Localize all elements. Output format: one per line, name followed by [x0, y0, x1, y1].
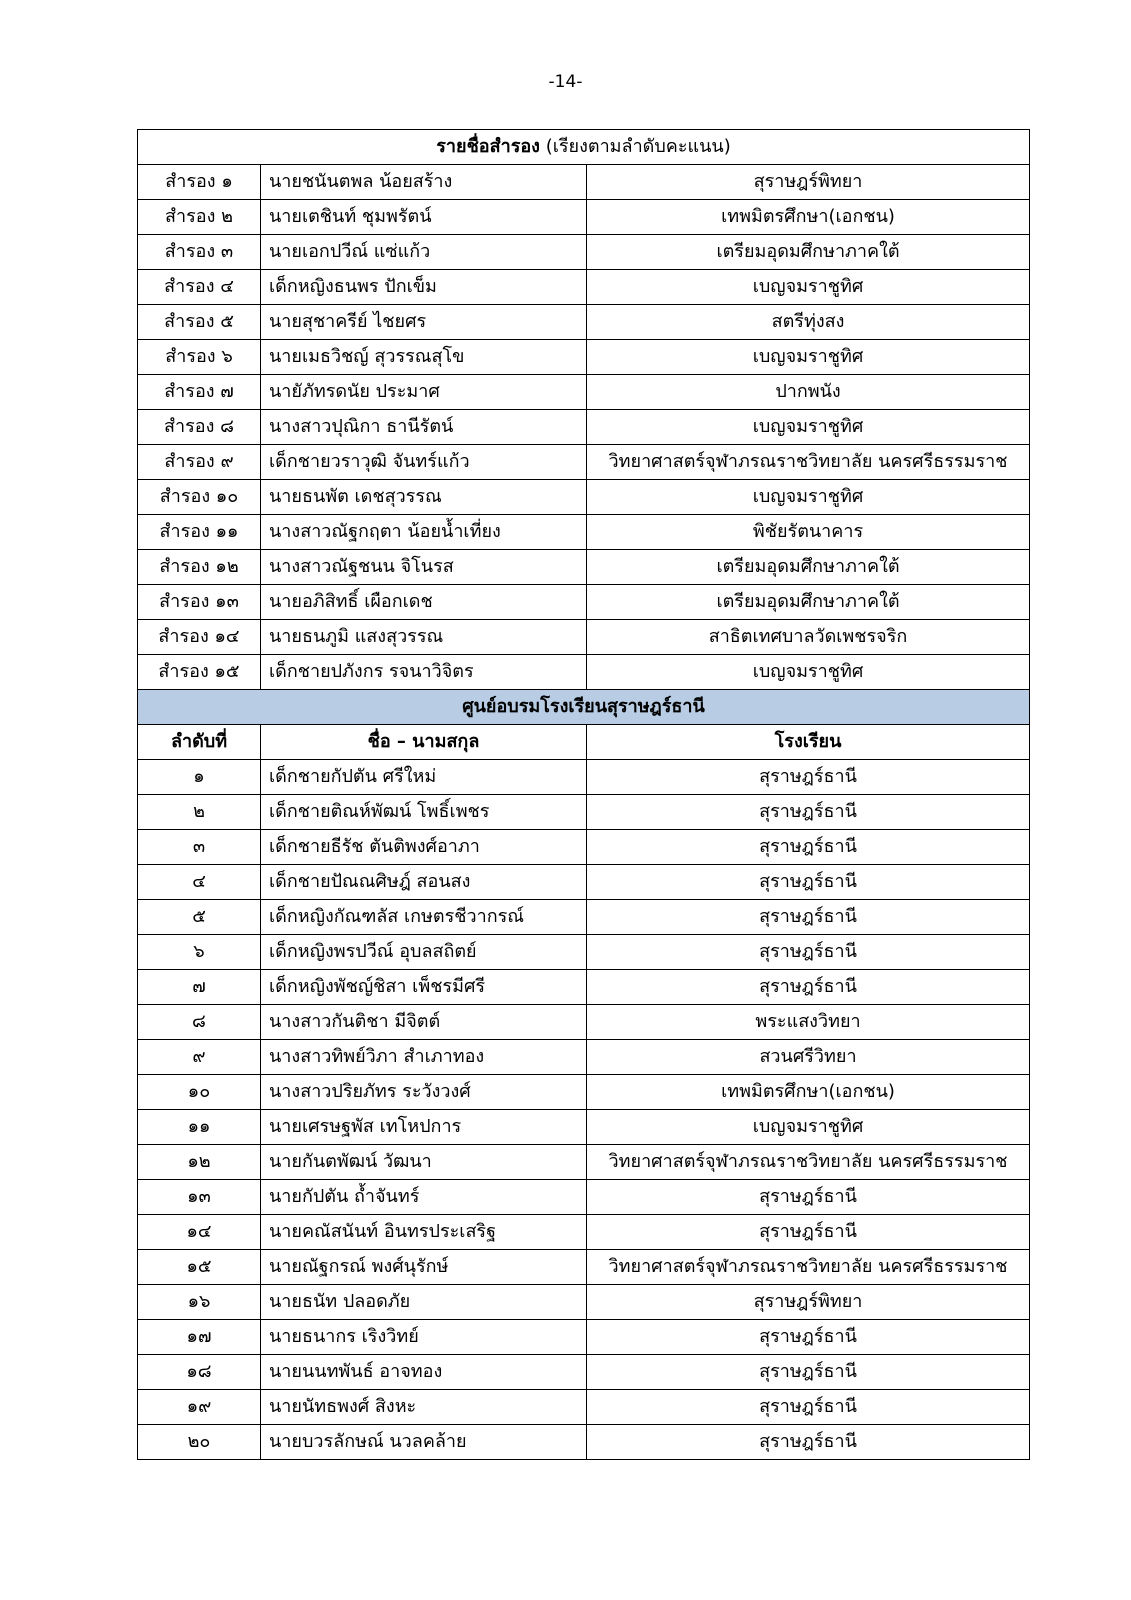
- row-name-cell: เด็กหญิงกัณฑลัส เกษตรชีวากรณ์: [261, 900, 587, 935]
- row-name-cell: นางสาวกันติชา มีจิตต์: [261, 1005, 587, 1040]
- table-row: [138, 830, 1030, 865]
- row-name-cell: เด็กชายติณห์พัฒน์ โพธิ์เพชร: [261, 795, 587, 830]
- row-school-cell: สุราษฎร์ธานี: [587, 1320, 1030, 1355]
- reserve-label-cell: สำรอง ๑: [138, 165, 261, 200]
- reserve-name-cell: นายเตชินท์ ชุมพรัตน์: [261, 200, 587, 235]
- table-row: [138, 865, 1030, 900]
- row-name-cell: เด็กชายกัปตัน ศรีใหม่: [261, 760, 587, 795]
- table-row: [138, 795, 1030, 830]
- reserve-name-cell: นางสาวณัฐชนน จิโนรส: [261, 550, 587, 585]
- row-number-cell: ๗: [138, 970, 261, 1005]
- table-row: [138, 1250, 1030, 1285]
- reserve-label-cell: สำรอง ๖: [138, 340, 261, 375]
- row-name-cell: นายกัปตัน ถ้ำจันทร์: [261, 1180, 587, 1215]
- reserve-school-cell: เตรียมอุดมศึกษาภาคใต้: [587, 550, 1030, 585]
- row-number-cell: ๑๔: [138, 1215, 261, 1250]
- reserve-label-cell: สำรอง ๗: [138, 375, 261, 410]
- row-name-cell: นายบวรลักษณ์ นวลคล้าย: [261, 1425, 587, 1460]
- table-row: [138, 1040, 1030, 1075]
- table-row: [138, 935, 1030, 970]
- reserve-label-cell: สำรอง ๑๓: [138, 585, 261, 620]
- table-row: [138, 1320, 1030, 1355]
- table-row: [138, 1005, 1030, 1040]
- row-number-cell: ๑: [138, 760, 261, 795]
- reserve-row: [138, 235, 1030, 270]
- reserve-row: [138, 270, 1030, 305]
- row-number-cell: ๑๐: [138, 1075, 261, 1110]
- table-row: [138, 970, 1030, 1005]
- row-school-cell: สุราษฎร์ธานี: [587, 900, 1030, 935]
- page-number: -14-: [548, 72, 583, 92]
- row-school-cell: เบญจมราชูทิศ: [587, 1110, 1030, 1145]
- reserve-label-cell: สำรอง ๑๒: [138, 550, 261, 585]
- row-name-cell: นายณัฐกรณ์ พงศ์นุรักษ์: [261, 1250, 587, 1285]
- reserve-row: [138, 550, 1030, 585]
- center-section-title: ศูนย์อบรมโรงเรียนสุราษฎร์ธานี: [138, 690, 1030, 725]
- reserve-name-cell: เด็กชายปภังกร รจนาวิจิตร: [261, 655, 587, 690]
- row-school-cell: สุราษฎร์พิทยา: [587, 1285, 1030, 1320]
- reserve-name-cell: นายเมธวิชญ์ สุวรรณสุโข: [261, 340, 587, 375]
- row-number-cell: ๑๖: [138, 1285, 261, 1320]
- reserve-name-cell: นายเอกปวีณ์ แซ่แก้ว: [261, 235, 587, 270]
- reserve-row: [138, 410, 1030, 445]
- row-name-cell: นางสาวทิพย์วิภา สำเภาทอง: [261, 1040, 587, 1075]
- row-name-cell: นายคณัสนันท์ อินทรประเสริฐ: [261, 1215, 587, 1250]
- table-row: [138, 1425, 1030, 1460]
- row-school-cell: สุราษฎร์ธานี: [587, 1390, 1030, 1425]
- reserve-title-row: [138, 130, 1030, 165]
- reserve-label-cell: สำรอง ๘: [138, 410, 261, 445]
- row-name-cell: นายกันตพัฒน์ วัฒนา: [261, 1145, 587, 1180]
- reserve-school-cell: เตรียมอุดมศึกษาภาคใต้: [587, 235, 1030, 270]
- row-school-cell: สวนศรีวิทยา: [587, 1040, 1030, 1075]
- reserve-label-cell: สำรอง ๑๑: [138, 515, 261, 550]
- row-name-cell: นายนนทพันธ์ อาจทอง: [261, 1355, 587, 1390]
- row-name-cell: เด็กชายปัณณศิษฎ์ สอนสง: [261, 865, 587, 900]
- results-table-body: [138, 130, 1030, 1460]
- reserve-title-note: (เรียงตามลำดับคะแนน): [545, 136, 731, 157]
- reserve-school-cell: เบญจมราชูทิศ: [587, 340, 1030, 375]
- row-school-cell: วิทยาศาสตร์จุฬาภรณราชวิทยาลัย นครศรีธรรมราช: [587, 1250, 1030, 1285]
- row-school-cell: สุราษฎร์ธานี: [587, 760, 1030, 795]
- reserve-school-cell: เบญจมราชูทิศ: [587, 270, 1030, 305]
- row-school-cell: สุราษฎร์ธานี: [587, 795, 1030, 830]
- reserve-school-cell: เบญจมราชูทิศ: [587, 480, 1030, 515]
- reserve-row: [138, 585, 1030, 620]
- reserve-row: [138, 375, 1030, 410]
- row-school-cell: สุราษฎร์ธานี: [587, 1425, 1030, 1460]
- reserve-row: [138, 515, 1030, 550]
- row-school-cell: สุราษฎร์ธานี: [587, 935, 1030, 970]
- center-section-row: [138, 690, 1030, 725]
- reserve-name-cell: นางสาวณัฐกฤตา น้อยน้ำเที่ยง: [261, 515, 587, 550]
- reserve-label-cell: สำรอง ๒: [138, 200, 261, 235]
- row-number-cell: ๙: [138, 1040, 261, 1075]
- row-number-cell: ๑๒: [138, 1145, 261, 1180]
- table-row: [138, 1285, 1030, 1320]
- table-row: [138, 1180, 1030, 1215]
- reserve-school-cell: สตรีทุ่งสง: [587, 305, 1030, 340]
- row-number-cell: ๘: [138, 1005, 261, 1040]
- row-school-cell: สุราษฎร์ธานี: [587, 970, 1030, 1005]
- row-school-cell: สุราษฎร์ธานี: [587, 830, 1030, 865]
- row-school-cell: พระแสงวิทยา: [587, 1005, 1030, 1040]
- reserve-name-cell: นางสาวปุณิกา ธานีรัตน์: [261, 410, 587, 445]
- reserve-label-cell: สำรอง ๑๐: [138, 480, 261, 515]
- row-school-cell: สุราษฎร์ธานี: [587, 1355, 1030, 1390]
- reserve-school-cell: ปากพนัง: [587, 375, 1030, 410]
- row-number-cell: ๖: [138, 935, 261, 970]
- row-school-cell: สุราษฎร์ธานี: [587, 1215, 1030, 1250]
- row-school-cell: วิทยาศาสตร์จุฬาภรณราชวิทยาลัย นครศรีธรรมราช: [587, 1145, 1030, 1180]
- table-row: [138, 900, 1030, 935]
- reserve-name-cell: เด็กหญิงธนพร ปักเข็ม: [261, 270, 587, 305]
- reserve-name-cell: นายอภิสิทธิ์ เผือกเดช: [261, 585, 587, 620]
- reserve-row: [138, 445, 1030, 480]
- row-name-cell: นายธนากร เริงวิทย์: [261, 1320, 587, 1355]
- reserve-label-cell: สำรอง ๑๕: [138, 655, 261, 690]
- row-number-cell: ๓: [138, 830, 261, 865]
- reserve-row: [138, 480, 1030, 515]
- table-row: [138, 1355, 1030, 1390]
- row-name-cell: เด็กหญิงพัชญ์ชิสา เพ็ชรมีศรี: [261, 970, 587, 1005]
- reserve-name-cell: นายชนันตพล น้อยสร้าง: [261, 165, 587, 200]
- row-school-cell: สุราษฎร์ธานี: [587, 1180, 1030, 1215]
- reserve-school-cell: สุราษฎร์พิทยา: [587, 165, 1030, 200]
- row-number-cell: ๑๑: [138, 1110, 261, 1145]
- table-row: [138, 1075, 1030, 1110]
- table-row: [138, 1110, 1030, 1145]
- reserve-name-cell: นายธนพัต เดชสุวรรณ: [261, 480, 587, 515]
- reserve-name-cell: นายสุชาครีย์ ไชยศร: [261, 305, 587, 340]
- row-name-cell: นายเศรษฐพัส เทโหปการ: [261, 1110, 587, 1145]
- row-name-cell: เด็กหญิงพรปวีณ์ อุบลสถิตย์: [261, 935, 587, 970]
- header-no: ลำดับที่: [138, 725, 261, 760]
- reserve-school-cell: เทพมิตรศึกษา(เอกชน): [587, 200, 1030, 235]
- reserve-row: [138, 305, 1030, 340]
- reserve-label-cell: สำรอง ๑๔: [138, 620, 261, 655]
- reserve-row: [138, 340, 1030, 375]
- row-name-cell: นายนัทธพงศ์ สิงหะ: [261, 1390, 587, 1425]
- row-number-cell: ๑๓: [138, 1180, 261, 1215]
- reserve-row: [138, 165, 1030, 200]
- column-header-row: [138, 725, 1030, 760]
- reserve-school-cell: เบญจมราชูทิศ: [587, 655, 1030, 690]
- header-school: โรงเรียน: [587, 725, 1030, 760]
- row-name-cell: เด็กชายธีรัช ตันติพงศ์อาภา: [261, 830, 587, 865]
- results-table: [137, 129, 1030, 1460]
- row-number-cell: ๑๙: [138, 1390, 261, 1425]
- row-number-cell: ๑๕: [138, 1250, 261, 1285]
- reserve-school-cell: วิทยาศาสตร์จุฬาภรณราชวิทยาลัย นครศรีธรรมราช: [587, 445, 1030, 480]
- reserve-label-cell: สำรอง ๙: [138, 445, 261, 480]
- reserve-school-cell: เบญจมราชูทิศ: [587, 410, 1030, 445]
- reserve-row: [138, 620, 1030, 655]
- reserve-label-cell: สำรอง ๕: [138, 305, 261, 340]
- reserve-school-cell: สาธิตเทศบาลวัดเพชรจริก: [587, 620, 1030, 655]
- reserve-school-cell: พิชัยรัตนาคาร: [587, 515, 1030, 550]
- reserve-name-cell: นายธนภูมิ แสงสุวรรณ: [261, 620, 587, 655]
- reserve-title-cell: [138, 130, 1030, 165]
- row-number-cell: ๒๐: [138, 1425, 261, 1460]
- row-number-cell: ๑๗: [138, 1320, 261, 1355]
- row-school-cell: สุราษฎร์ธานี: [587, 865, 1030, 900]
- reserve-school-cell: เตรียมอุดมศึกษาภาคใต้: [587, 585, 1030, 620]
- row-number-cell: ๔: [138, 865, 261, 900]
- row-name-cell: นายธนัท ปลอดภัย: [261, 1285, 587, 1320]
- header-name: ชื่อ – นามสกุล: [261, 725, 587, 760]
- reserve-label-cell: สำรอง ๔: [138, 270, 261, 305]
- row-number-cell: ๕: [138, 900, 261, 935]
- row-school-cell: เทพมิตรศึกษา(เอกชน): [587, 1075, 1030, 1110]
- reserve-name-cell: นายัภัทรดนัย ประมาศ: [261, 375, 587, 410]
- reserve-row: [138, 655, 1030, 690]
- row-number-cell: ๑๘: [138, 1355, 261, 1390]
- reserve-row: [138, 200, 1030, 235]
- row-number-cell: ๒: [138, 795, 261, 830]
- reserve-name-cell: เด็กชายวราวุฒิ จันทร์แก้ว: [261, 445, 587, 480]
- reserve-title: รายชื่อสำรอง: [436, 136, 540, 157]
- row-name-cell: นางสาวปริยภัทร ระวังวงศ์: [261, 1075, 587, 1110]
- table-row: [138, 1390, 1030, 1425]
- table-row: [138, 1145, 1030, 1180]
- reserve-label-cell: สำรอง ๓: [138, 235, 261, 270]
- table-row: [138, 1215, 1030, 1250]
- table-row: [138, 760, 1030, 795]
